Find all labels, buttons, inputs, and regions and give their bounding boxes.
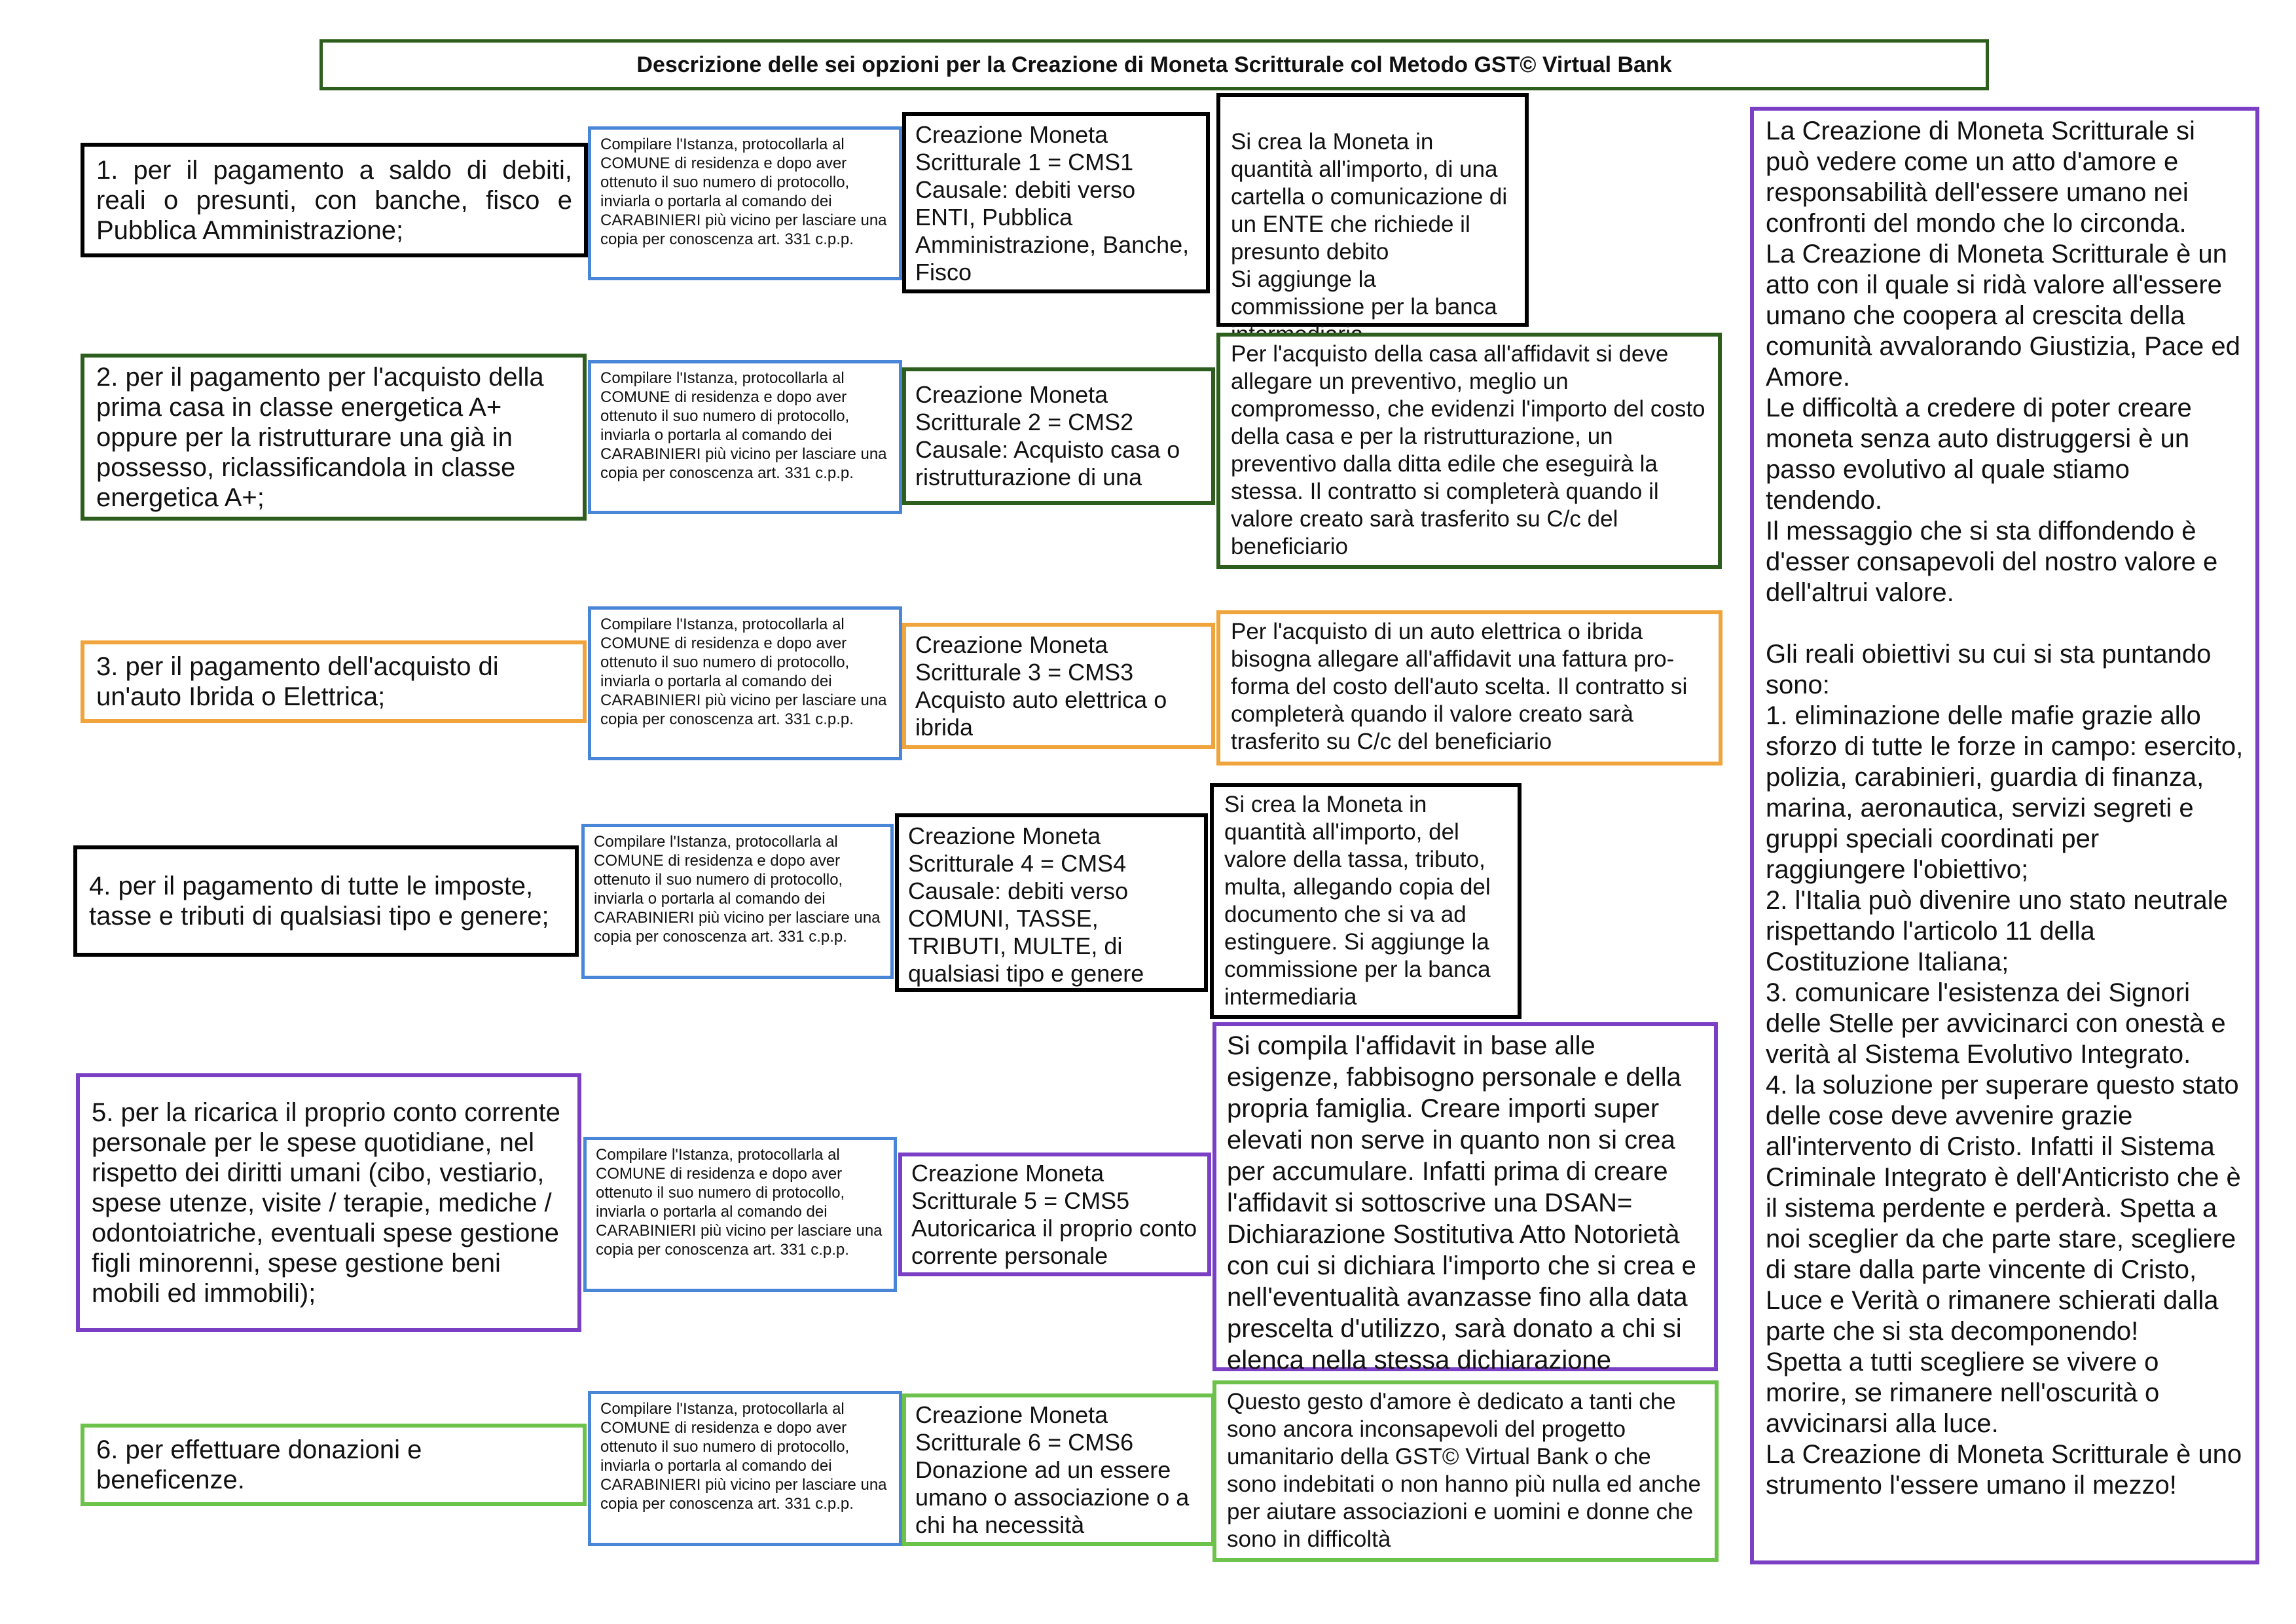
description-6-text: Questo gesto d'amore è dedicato a tanti che sono ancora inconsapevoli del progetto umanitario della GST© Virtual Bank o che sono indebitati o non hanno più nulla ed anche per aiutare associazioni e uomini e donne che sono in difficoltà (1227, 1389, 1701, 1552)
option-4-text: 4. per il pagamento di tutte le imposte, tasse e tributi di qualsiasi tipo e genere; (89, 872, 549, 931)
option-5-box (76, 1073, 581, 1332)
cms-4-box (895, 813, 1208, 992)
cms-4-text: Creazione Moneta Scritturale 4 = CMS4 Causale: debiti verso COMUNI, TASSE, TRIBUTI, MULTE, di qualsiasi tipo e genere (908, 822, 1144, 987)
cms-6-box (902, 1393, 1215, 1546)
description-6-box (1212, 1380, 1719, 1562)
description-4-box (1210, 783, 1522, 1019)
diagram-title-text: Descrizione delle sei opzioni per la Creazione di Moneta Scritturale col Metodo GST© Virtual Bank (636, 52, 1672, 77)
side-objective-2: 2. l'Italia può divenire uno stato neutrale rispettando l'articolo 11 della Costituzione Italiana; (1766, 886, 2228, 976)
description-1-text: Si crea la Moneta in quantità all'importo, di una cartella o comunicazione di un ENTE che richiede il presunto debito Si aggiunge la commissione per la banca (1231, 129, 1508, 320)
istanza-3-text: Compilare l'Istanza, protocollarla al COMUNE di residenza e dopo aver ottenuto il suo numero di protocollo, inviarla o portarla al comando dei CARABINIERI più vicino per lasciare una copia per conoscenza art. 331 c.p.p. (600, 616, 887, 728)
istanza-2-box (588, 360, 902, 514)
option-2-box (81, 354, 587, 521)
side-paragraph-3: Le difficoltà a credere di poter creare moneta senza auto distruggersi è un passo evolutivo al quale stiamo tendendo. (1766, 394, 2192, 515)
side-objective-3: 3. comunicare l'esistenza dei Signori delle Stelle per avvicinarci con onestà e verità al Sistema Evolutivo Integrato. (1766, 978, 2226, 1069)
cms-1-text: Creazione Moneta Scritturale 1 = CMS1 Causale: debiti verso ENTI, Pubblica Amministrazione, Banche, Fisco (915, 121, 1190, 286)
cms-3-text: Creazione Moneta Scritturale 3 = CMS3 Acquisto auto elettrica o ibrida (915, 631, 1167, 741)
side-paragraph-6: Spetta a tutti scegliere se vivere o morire, se rimanere nell'oscurità o avvicinarsi alla luce. (1766, 1348, 2160, 1438)
side-panel (1750, 107, 2259, 1564)
side-blank-line (1766, 608, 2244, 639)
istanza-3-box (588, 606, 902, 760)
description-3-box (1216, 610, 1722, 766)
option-6-text: 6. per effettuare donazioni e beneficenze. (96, 1435, 422, 1494)
cms-3-box (902, 623, 1215, 749)
istanza-4-box (581, 824, 894, 979)
description-5-text: Si compila l'affidavit in base alle esigenze, fabbisogno personale e della propria famiglia. Creare importi super elevati non serve in quanto non si crea per accumulare. Infatti prima di creare l'affidavit si sottoscrive una DSAN= Dichiarazione Sostitutiva Atto Notorietà con cui si dichiara l'importo che si crea e nell'eventualità avanzasse fino alla data prescelta d'utilizzo, sarà donato a chi si elenca nella stessa dichiarazione (1227, 1031, 1696, 1375)
istanza-1-box (588, 126, 902, 280)
istanza-6-text: Compilare l'Istanza, protocollarla al COMUNE di residenza e dopo aver ottenuto il suo numero di protocollo, inviarla o portarla al comando dei CARABINIERI più vicino per lasciare una copia per conoscenza art. 331 c.p.p. (600, 1400, 887, 1513)
side-paragraph-7: La Creazione di Moneta Scritturale è uno strumento l'essere umano il mezzo! (1766, 1440, 2242, 1500)
side-paragraph-2: La Creazione di Moneta Scritturale è un atto con il quale si ridà valore all'essere umano che coopera al crescita della comunità avvalorando Giustizia, Pace ed Amore. (1766, 240, 2240, 392)
option-6-box (81, 1424, 587, 1506)
diagram-title (319, 39, 1989, 90)
option-4-box (73, 845, 579, 957)
cms-1-box (902, 112, 1210, 293)
option-1-text: 1. per il pagamento a saldo di debiti, reali o presunti, con banche, fisco e Pubblica Amministrazione; (96, 155, 572, 245)
side-objective-4: 4. la soluzione per superare questo stato delle cose deve avvenire grazie all'intervento di Cristo. Infatti il Sistema Criminale Integrato è dell'Anticristo che è il sistema perdente e perderà. Spetta a noi sceglier da che parte stare, scegliere di stare dalla parte vincente di Cristo, Luce e Verità o rimanere schierati dalla parte che si sta decomponendo! (1766, 1071, 2241, 1346)
side-paragraph-4: Il messaggio che si sta diffondendo è d'esser consapevoli del nostro valore e dell'altrui valore. (1766, 517, 2218, 607)
istanza-5-text: Compilare l'Istanza, protocollarla al COMUNE di residenza e dopo aver ottenuto il suo numero di protocollo, inviarla o portarla al comando dei CARABINIERI più vicino per lasciare una copia per conoscenza art. 331 c.p.p. (596, 1146, 883, 1259)
option-5-text: 5. per la ricarica il proprio conto corrente personale per le spese quotidiane, nel rispetto dei diritti umani (cibo, vestiario, spese utenze, visite / terapie, mediche / odontoiatriche, eventuali spese gestione figli minorenni, spese gestione beni mobili ed immobili); (92, 1098, 560, 1308)
option-1-box (81, 143, 588, 257)
istanza-2-text: Compilare l'Istanza, protocollarla al COMUNE di residenza e dopo aver ottenuto il suo numero di protocollo, inviarla o portarla al comando dei CARABINIERI più vicino per lasciare una copia per conoscenza art. 331 c.p.p. (600, 369, 887, 482)
cms-5-box (898, 1153, 1211, 1276)
description-5-box (1212, 1022, 1718, 1375)
option-3-text: 3. per il pagamento dell'acquisto di un'auto Ibrida o Elettrica; (96, 652, 499, 711)
description-2-text: Per l'acquisto della casa all'affidavit si deve allegare un preventivo, meglio un compromesso, che evidenzi l'importo del costo della casa e per la ristrutturazione, un preventivo dalla ditta edile che eseguirà la stessa. Il contratto si completerà quando il valore creato sarà trasferito su C/c del beneficiario (1231, 341, 1705, 559)
side-paragraph-1: La Creazione di Moneta Scritturale si può vedere come un atto d'amore e responsabilità dell'essere umano nei confronti del mondo che lo circonda. (1766, 117, 2195, 238)
cms-2-text: Creazione Moneta Scritturale 2 = CMS2 Causale: Acquisto casa o ristrutturazione di una (915, 381, 1180, 490)
side-objective-1: 1. eliminazione delle mafie grazie allo sforzo di tutte le forze in campo: esercito, polizia, carabinieri, guardia di finanza, marina, aeronautica, servizi segreti e gruppi speciali coordinati per raggiungere l'obiettivo; (1766, 701, 2244, 884)
istanza-4-text: Compilare l'Istanza, protocollarla al COMUNE di residenza e dopo aver ottenuto il suo numero di protocollo, inviarla o portarla al comando dei CARABINIERI più vicino per lasciare una copia per conoscenza art. 331 c.p.p. (594, 833, 881, 946)
side-paragraph-5: Gli reali obiettivi su cui si sta puntando sono: (1766, 640, 2212, 699)
description-4-text: Si crea la Moneta in quantità all'importo, del valore della tassa, tributo, multa, allegando copia del documento che si va ad estinguere. Si aggiunge la commissione per la banca intermediaria (1224, 792, 1491, 1010)
description-1-box (1216, 93, 1529, 327)
istanza-5-box (583, 1137, 897, 1292)
option-2-text: 2. per il pagamento per l'acquisto della prima casa in classe energetica A+ oppure per la ristrutturare una già in possesso, riclassificandola in classe energetica A+; (96, 362, 544, 512)
cms-6-text: Creazione Moneta Scritturale 6 = CMS6 Donazione ad un essere umano o associazione o a chi ha necessità (915, 1401, 1190, 1538)
istanza-6-box (588, 1391, 902, 1546)
cms-2-box (902, 367, 1215, 505)
description-3-text: Per l'acquisto di un auto elettrica o ibrida bisogna allegare all'affidavit una fattura pro-forma del costo dell'auto scelta. Il contratto si completerà quando il valore creato sarà trasferito su C/c del beneficiario (1231, 619, 1688, 754)
cms-5-text: Creazione Moneta Scritturale 5 = CMS5 Autoricarica il proprio conto corrente personale (911, 1159, 1197, 1269)
istanza-1-text: Compilare l'Istanza, protocollarla al COMUNE di residenza e dopo aver ottenuto il suo numero di protocollo, inviarla o portarla al comando dei CARABINIERI più vicino per lasciare una copia per conoscenza art. 331 c.p.p. (600, 136, 887, 248)
option-3-box (81, 640, 587, 723)
description-2-box (1216, 333, 1722, 569)
